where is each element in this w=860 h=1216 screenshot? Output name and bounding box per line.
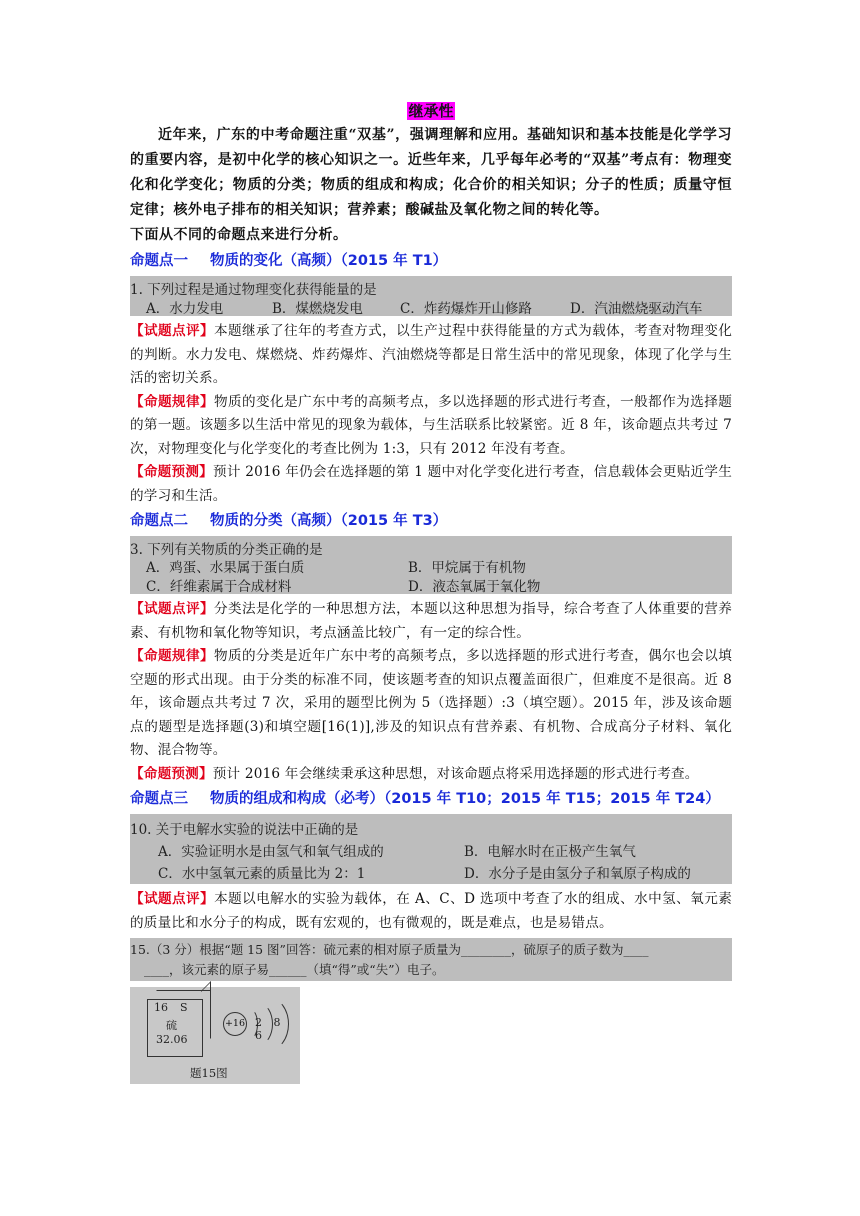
comment-2: 【试题点评】分类法是化学的一种思想方法，本题以这种思想为指导，综合考查了人体重要的营养素、有机物和氧化物等知识，考点涵盖比较广，有一定的综合性。 [130,601,732,641]
atomic-number: 16 [154,1001,168,1014]
page-title: 继承性 [408,102,454,120]
option-a: A．实验证明水是由氢气和氧气组成的 [158,844,384,860]
option-c: C．水中氢氧元素的质量比为 2：1 [158,866,366,882]
figure-caption: 题15图 [190,1066,228,1080]
option-b: B．电解水时在正极产生氧气 [464,844,636,860]
comment-1: 【试题点评】本题继承了往年的考查方式，以生产过程中获得能量的方式为载体，考查对物理变化的判断。水力发电、煤燃烧、炸药爆炸、汽油燃烧等都是日常生活中的常见现象，体现了化学与生活的密切关系。 [130,323,732,386]
intro-note: 下面从不同的命题点来进行分析。 [130,227,348,243]
element-name: 硫 [166,1019,177,1032]
option-d: D．汽油燃烧驱动汽车 [570,301,703,317]
option-b: B．甲烷属于有机物 [408,560,526,576]
section-heading-1: 命题点一 物质的变化（高频）（2015 年 T1） [130,253,448,269]
question-image-10 [130,814,732,884]
atomic-mass: 32.06 [156,1033,188,1046]
comment-3: 【试题点评】本题以电解水的实验为载体，在 A、C、D 选项中考查了水的组成、水中氢、氧元素的质量比和水分子的构成，既有宏观的，也有微观的，既是难点，也是易错点。 [130,891,732,931]
question-15-line1: 15.（3 分）根据“题 15 图”回答：硫元素的相对原子质量为________，硫原子的质子数为____ [130,942,649,957]
question-15-line2: ____，该元素的原子易______（填“得”或“失”）电子。 [144,962,445,977]
section-heading-2: 命题点二 物质的分类（高频）（2015 年 T3） [130,513,448,529]
sulfur-figure [130,987,300,1084]
option-c: C．炸药爆炸开山修路 [400,301,532,317]
pattern-1: 【命题规律】物质的变化是广东中考的高频考点，多以选择题的形式进行考查，一般都作为选择题的第一题。该题多以生活中常见的现象为载体，与生活联系比较紧密。近 8 年，该命题点共考过 7 次，对物理变化与化学变化的考查比例为 1:3，只有 2012 年没有考查。 [130,393,732,457]
prediction-1: 【命题预测】预计 2016 年仍会在选择题的第 1 题中对化学变化进行考查，信息载体会更贴近学生的学习和生活。 [130,464,732,504]
nucleus-circle: +16 [223,1012,247,1036]
question-image-3 [130,536,732,594]
pattern-2: 【命题规律】物质的分类是近年广东中考的高频考点，多以选择题的形式进行考查，偶尔也会以填空题的形式出现。由于分类的标准不同，使该题考查的知识点覆盖面很广，但难度不是很高。近 8 年，该命题点共考过 7 次，采用的题型比例为 5（选择题）:3（填空题）。2015 年，涉及该命题点的题型是选择题(3)和填空题[16(1)],涉及的知识点有营养素、有机物、合成高分子材料、氧化物、混合物等。 [130,648,732,758]
option-b: B．煤燃烧发电 [272,301,363,317]
prediction-2: 【命题预测】预计 2016 年会继续秉承这种思想，对该命题点将采用选择题的形式进行考查。 [130,765,699,782]
option-a: A．水力发电 [146,301,224,317]
question-image-15 [130,938,732,981]
question-image-1 [130,276,732,316]
option-d: D．水分子是由氢分子和氧原子构成的 [464,866,691,882]
option-d: D．液态氧属于氧化物 [408,579,541,595]
option-a: A．鸡蛋、水果属于蛋白质 [146,560,305,576]
option-c: C．纤维素属于合成材料 [146,579,292,595]
element-symbol: S [180,1001,188,1014]
document-page [130,100,732,1084]
electron-shells: 2 8 6 [255,1016,285,1042]
section-heading-3: 命题点三 物质的组成和构成（必考）（2015 年 T10；2015 年 T15；2015 年 T24） [130,791,720,807]
intro-paragraph: 近年来，广东的中考命题注重“双基”，强调理解和应用。基础知识和基本技能是化学学习的重要内容，是初中化学的核心知识之一。近些年来，几乎每年必考的“双基”考点有：物理变化和化学变化；物质的分类；物质的组成和构成；化合价的相关知识；分子的性质；质量守恒定律；核外电子排布的相关知识；营养素；酸碱盐及氧化物之间的转化等。 [130,127,732,218]
question-stem: 3. 下列有关物质的分类正确的是 [130,542,323,558]
question-stem: 1. 下列过程是通过物理变化获得能量的是 [130,282,377,298]
question-stem: 10. 关于电解水实验的说法中正确的是 [130,822,359,838]
